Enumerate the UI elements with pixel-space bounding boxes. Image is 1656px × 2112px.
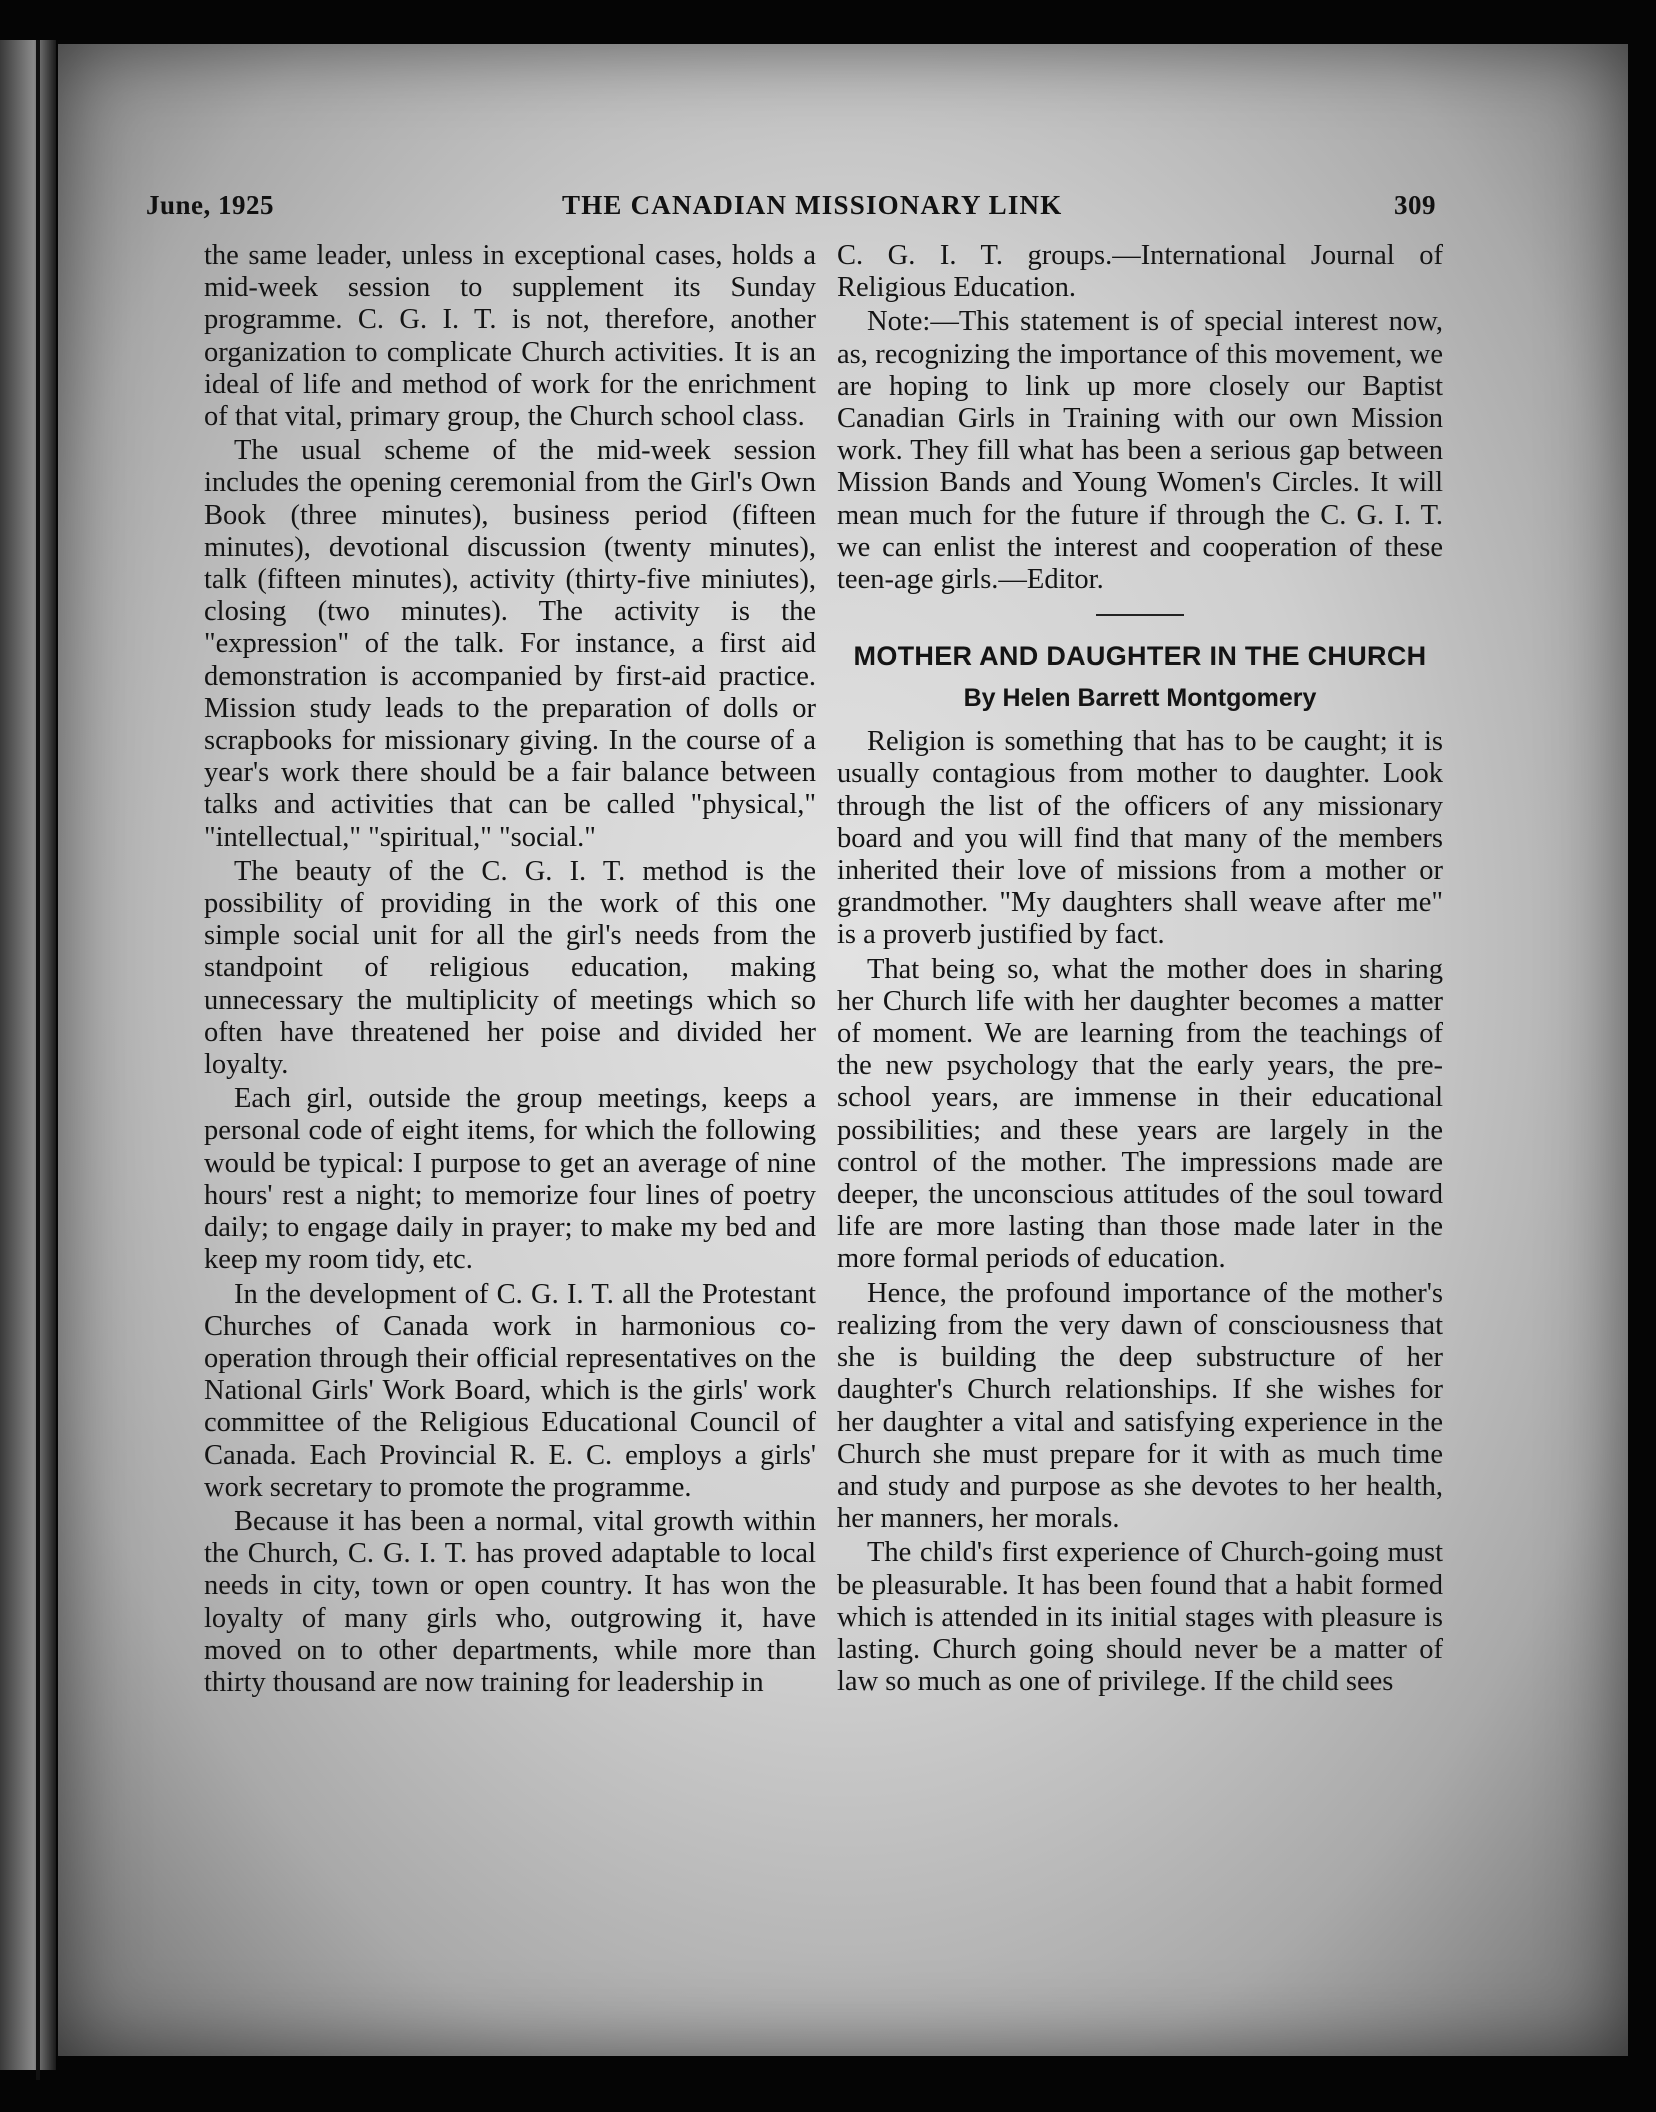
paragraph: The beauty of the C. G. I. T. method is the possibility of providing in the work of this one simple social unit for all the girl's needs from the standpoint of religious education, making unnecessary the multiplicity of meetings which so often have threatened her poise and divided her loyalty. — [204, 855, 816, 1081]
publication-title: THE CANADIAN MISSIONARY LINK — [562, 190, 1063, 220]
article-byline: By Helen Barrett Montgomery — [963, 684, 1317, 713]
paragraph: Each girl, outside the group meetings, keeps a personal code of eight items, for which the following would be typical: I purpose to get an average of nine hours' rest a night; to memorize four lines of poetry daily; to engage daily in prayer; to make my bed and keep my room tidy, etc. — [204, 1083, 816, 1276]
page-number: 309 — [1394, 190, 1436, 220]
binding-gutter — [36, 40, 40, 2080]
paragraph: The child's first experience of Church-going must be pleasurable. It has been found that a habit formed which is attended in its initial stages with pleasure is lasting. Church going should never be a matter of law so much as one of privilege. If the child sees — [837, 1537, 1443, 1698]
editor-note: Note:—This statement is of special interest now, as, recognizing the importance of this movement, we are hoping to link up more closely our Baptist Canadian Girls in Training with our own Mission work. They fill what has been a serious gap between Mission Bands and Young Women's Circles. It will mean much for the future if through the C. G. I. T. we can enlist the interest and cooperation of these teen-age girls.—Editor. — [837, 306, 1443, 596]
right-column — [837, 240, 1443, 1700]
paragraph: Religion is something that has to be caught; it is usually contagious from mother to daughter. Look through the list of the officers of any missionary board and you will find that many of the members inherited their love of missions from a mother or grandmother. "My daughters shall weave after me" is a proverb justified by fact. — [837, 726, 1443, 951]
issue-date: June, 1925 — [146, 190, 275, 220]
paragraph: the same leader, unless in exceptional cases, holds a mid-week session to supplement its Sunday programme. C. G. I. T. is not, therefore, another organization to complicate Church activities. It is an ideal of life and method of work for the enrichment of that vital, primary group, the Church school class. — [204, 240, 816, 433]
left-column — [204, 240, 816, 1701]
running-header — [146, 190, 1436, 230]
section-divider — [1096, 614, 1184, 616]
paragraph: Because it has been a normal, vital growth within the Church, C. G. I. T. has proved adaptable to local needs in city, town or open country. It has won the loyalty of many girls who, outgrowing it, have moved on to other departments, while more than thirty thousand are now training for leadership in — [204, 1505, 816, 1698]
paragraph: That being so, what the mother does in sharing her Church life with her daughter becomes a matter of moment. We are learning from the teachings of the new psychology that the early years, the pre-school years, are immense in their educational possibilities; and these years are largely in the control of the mother. The impressions made are deeper, the unconscious attitudes of the soul toward life are more lasting than those made later in the more formal periods of education. — [837, 953, 1443, 1275]
paragraph: In the development of C. G. I. T. all the Protestant Churches of Canada work in harmonious co-operation through their official representatives on the National Girls' Work Board, which is the girls' work committee of the Religious Educational Council of Canada. Each Provincial R. E. C. employs a girls' work secretary to promote the programme. — [204, 1278, 816, 1503]
previous-page-edge — [0, 40, 56, 2070]
paragraph: Hence, the profound importance of the mother's realizing from the very dawn of consciousness that she is building the deep substructure of her daughter's Church relationships. If she wishes for her daughter a vital and satisfying experience in the Church she must prepare for it with as much time and study and purpose as she devotes to her health, her manners, her morals. — [837, 1277, 1443, 1535]
paragraph: The usual scheme of the mid-week session includes the opening ceremonial from the Girl's Own Book (three minutes), business period (fifteen minutes), devotional discussion (twenty minutes), talk (fifteen minutes), activity (thirty-five miniutes), closing (two minutes). The activity is the "expression" of the talk. For instance, a first aid demonstration is accompanied by first-aid practice. Mission study leads to the preparation of dolls or scrapbooks for missionary giving. In the course of a year's work there should be a fair balance between talks and activities that can be called "physical," "intellectual," "spiritual," "social." — [204, 435, 816, 853]
paragraph: C. G. I. T. groups.—International Journal of Religious Education. — [837, 240, 1443, 304]
article-title: MOTHER AND DAUGHTER IN THE CHURCH — [853, 641, 1427, 672]
